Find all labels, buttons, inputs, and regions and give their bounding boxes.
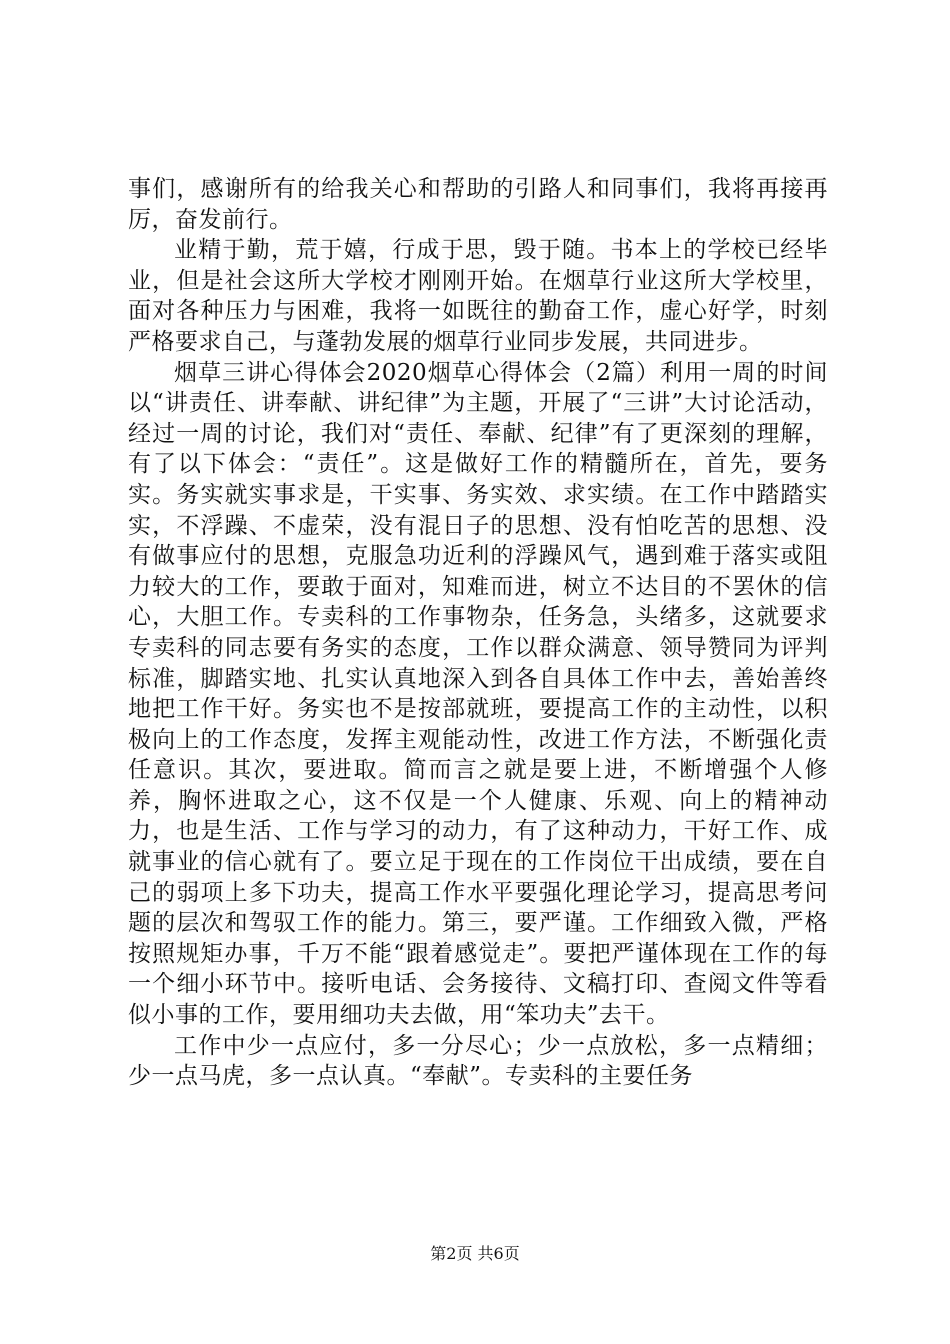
paragraph-1: 事们，感谢所有的给我关心和帮助的引路人和同事们，我将再接再厉，奋发前行。	[128, 176, 828, 233]
paragraph-4: 工作中少一点应付，多一分尽心；少一点放松，多一点精细；少一点马虎，多一点认真。“奉献”。专卖科的主要任务	[128, 1032, 828, 1090]
document-body	[128, 174, 828, 1092]
paragraph-2: 业精于勤，荒于嬉，行成于思，毁于随。书本上的学校已经毕业，但是社会这所大学校才刚刚开始。在烟草行业这所大学校里，面对各种压力与困难，我将一如既往的勤奋工作，虚心好学，时刻严格要求自己，与蓬勃发展的烟草行业同步发展，共同进步。	[128, 237, 828, 355]
page-footer: 第2页 共6页	[430, 1244, 520, 1263]
paragraph-3: 烟草三讲心得体会2020烟草心得体会（2篇）利用一周的时间以“讲责任、讲奉献、讲纪律”为主题，开展了“三讲”大讨论活动，经过一周的讨论，我们对“责任、奉献、纪律”有了更深刻的理解，有了以下体会：“责任”。这是做好工作的精髓所在，首先，要务实。务实就实事求是，干实事、务实效、求实绩。在工作中踏踏实实，不浮躁、不虚荣，没有混日子的思想、没有怕吃苦的思想、没有做事应付的思想，克服急功近利的浮躁风气，遇到难于落实或阻力较大的工作，要敢于面对，知难而进，树立不达目的不罢休的信心，大胆工作。专卖科的工作事物杂，任务急，头绪多，这就要求专卖科的同志要有务实的态度，工作以群众满意、领导赞同为评判标准，脚踏实地、扎实认真地深入到各自具体工作中去，善始善终地把工作干好。务实也不是按部就班，要提高工作的主动性，以积极向上的工作态度，发挥主观能动性，改进工作方法，不断强化责任意识。其次，要进取。简而言之就是要上进，不断增强个人修养，胸怀进取之心，这不仅是一个人健康、乐观、向上的精神动力，也是生活、工作与学习的动力，有了这种动力，干好工作、成就事业的信心就有了。要立足于现在的工作岗位干出成绩，要在自己的弱项上多下功夫，提高工作水平要强化理论学习，提高思考问题的层次和驾驭工作的能力。第三，要严谨。工作细致入微，严格按照规矩办事，千万不能“跟着感觉走”。要把严谨体现在工作的每一个细小环节中。接听电话、会务接待、文稿打印、查阅文件等看似小事的工作，要用细功夫去做，用“笨功夫”去干。	[128, 359, 828, 1029]
